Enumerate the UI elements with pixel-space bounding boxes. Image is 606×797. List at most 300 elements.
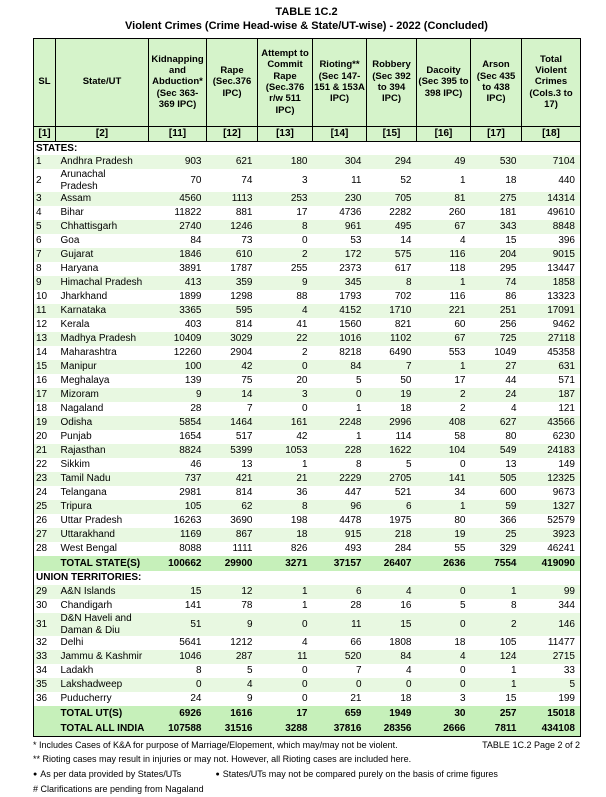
bullet-icon: ● [33,771,38,779]
sl-cell: 34 [36,665,48,677]
value-cell: 1102 [389,333,412,345]
table-row [34,528,581,542]
value-cell: 0 [355,389,362,401]
table-row [34,360,581,374]
state-name-cell: A&N Islands [60,586,116,598]
value-cell: 198 [290,515,308,527]
value-cell: 230 [344,193,362,205]
value-cell: 221 [448,305,466,317]
value-cell: 440 [558,174,575,186]
value-cell: 0 [459,459,466,471]
value-cell: 1 [510,586,517,598]
state-name-cell: Sikkim [60,459,90,471]
value-cell: 139 [184,375,202,387]
value-cell: 49 [454,156,466,168]
value-cell: 4 [510,403,517,415]
value-cell: 26407 [383,557,412,569]
table-body [34,141,581,736]
value-cell: 2740 [179,221,202,233]
value-cell: 28356 [383,722,412,734]
value-cell: 1 [355,403,362,415]
value-cell: 257 [499,707,517,719]
value-cell: 814 [235,319,253,331]
value-cell: 1111 [232,543,253,555]
value-cell: 19 [454,529,466,541]
col-header-attempt-rape: Attempt to Commit Rape (Sec.376 r/w 511 IPC) [258,38,313,126]
value-cell: 5641 [179,637,202,649]
value-cell: 45358 [547,347,575,359]
table-row [34,613,581,636]
section-header-row [34,141,581,155]
value-cell: 0 [301,235,308,247]
value-cell: 621 [235,156,253,168]
column-index-row [34,126,581,141]
sl-cell: 30 [36,600,48,612]
sl-cell: 19 [36,417,48,429]
value-cell: 2 [459,389,466,401]
value-cell: 571 [558,375,575,387]
state-name-cell: Nagaland [60,403,104,415]
state-name-cell: Meghalaya [60,375,110,387]
value-cell: 104 [448,445,466,457]
state-name-cell: Karnataka [60,305,107,317]
value-cell: 2981 [179,487,202,499]
value-cell: 2248 [339,417,362,429]
value-cell: 725 [499,333,517,345]
value-cell: 0 [355,679,362,691]
value-cell: 11 [297,651,308,663]
state-name-cell: Rajasthan [60,445,106,457]
value-cell: 6490 [389,347,412,359]
value-cell: 51 [190,618,202,630]
state-name-cell: Manipur [60,361,97,373]
col-index-14: [14] [313,126,367,141]
table-row [34,664,581,678]
sl-cell [34,721,56,736]
sl-cell: 7 [36,249,42,261]
table-row [34,444,581,458]
sl-cell: 1 [36,156,42,168]
state-name-cell: Punjab [60,431,92,443]
value-cell: 9 [246,618,253,630]
value-cell: 495 [394,221,412,233]
table-row [34,290,581,304]
value-cell: 58 [454,431,466,443]
value-cell: 43566 [547,417,575,429]
value-cell: 7811 [494,722,517,734]
value-cell: 107588 [168,722,202,734]
footnotes [33,740,580,795]
value-cell: 4 [301,305,308,317]
value-cell: 2715 [552,651,575,663]
value-cell: 180 [290,156,308,168]
value-cell: 62 [241,501,253,513]
value-cell: 8 [301,501,308,513]
value-cell: 218 [394,529,412,541]
value-cell: 84 [400,651,412,663]
value-cell: 1016 [339,333,362,345]
value-cell: 0 [459,665,466,677]
value-cell: 16 [400,600,412,612]
value-cell: 81 [454,193,466,205]
state-name-cell: Madhya Pradesh [60,333,137,345]
value-cell: 1858 [552,277,575,289]
value-cell: 260 [448,207,466,219]
value-cell: 96 [350,501,362,513]
state-name-cell: Mizoram [60,389,99,401]
sl-cell: 15 [36,361,48,373]
table-row [34,192,581,206]
value-cell: 5 [355,375,362,387]
footnote-bullets [33,769,580,780]
value-cell: 114 [395,431,412,443]
value-cell: 5399 [230,445,253,457]
value-cell: 0 [405,679,412,691]
footnote-clarifications: # Clarifications are pending from Nagaland [33,783,204,794]
state-name-cell: Maharashtra [60,347,117,359]
value-cell: 16263 [173,515,202,527]
col-header-state-ut: State/UT [56,38,149,126]
value-cell: 421 [235,473,253,485]
sl-cell: 12 [36,319,48,331]
value-cell: 9015 [552,249,575,261]
value-cell: 1169 [179,529,202,541]
table-row [34,514,581,528]
value-cell: 52579 [547,515,575,527]
state-name-cell: Haryana [60,263,99,275]
violent-crimes-table [33,38,581,737]
table-row [34,542,581,556]
value-cell: 80 [454,515,466,527]
value-cell: 0 [459,618,466,630]
value-cell: 1560 [339,319,362,331]
value-cell: 228 [344,445,362,457]
value-cell: 25 [505,529,517,541]
table-row [34,599,581,613]
value-cell: 121 [558,403,575,415]
value-cell: 3891 [179,263,202,275]
table-row [34,220,581,234]
state-name-cell: D&N Haveli and Daman & Diu [60,613,132,636]
sl-cell: 33 [36,651,48,663]
value-cell: 1622 [389,445,412,457]
section-header-row [34,571,581,585]
state-name-cell: Himachal Pradesh [60,277,143,289]
value-cell: 1710 [389,305,412,317]
value-cell: 11 [351,618,362,630]
value-cell: 1327 [552,501,575,513]
table-row [34,248,581,262]
value-cell: 14 [400,235,412,247]
value-cell: 116 [449,249,466,261]
value-cell: 520 [344,651,362,663]
value-cell: 0 [459,586,466,598]
value-cell: 41 [296,319,308,331]
sl-cell: 8 [36,263,42,275]
value-cell: 659 [344,707,362,719]
sl-cell: 16 [36,375,48,387]
value-cell: 67 [454,333,466,345]
state-name-cell: Andhra Pradesh [60,156,133,168]
sl-cell: 4 [36,207,42,219]
value-cell: 867 [235,529,253,541]
value-cell: 14 [241,389,253,401]
value-cell: 1975 [389,515,412,527]
value-cell: 17091 [547,305,575,317]
value-cell: 5 [459,600,466,612]
table-row [34,304,581,318]
value-cell: 105 [499,637,517,649]
sl-cell: 28 [36,543,48,555]
value-cell: 826 [290,543,308,555]
table-row [34,155,581,169]
value-cell: 27 [505,361,517,373]
value-cell: 3365 [179,305,202,317]
value-cell: 3271 [285,557,308,569]
value-cell: 17 [296,707,308,719]
value-cell: 2 [510,618,517,630]
state-name-cell: Assam [60,193,92,205]
sl-cell: 11 [36,305,47,317]
value-cell: 617 [394,263,412,275]
value-cell: 70 [190,174,202,186]
value-cell: 100662 [168,557,202,569]
value-cell: 3288 [285,722,308,734]
col-header-arson: Arson (Sec 435 to 438 IPC) [471,38,522,126]
value-cell: 8 [510,600,517,612]
value-cell: 575 [394,249,412,261]
table-row [34,388,581,402]
value-cell: 75 [241,375,253,387]
value-cell: 1846 [179,249,202,261]
sl-cell: 9 [36,277,42,289]
sl-cell: 22 [36,459,48,471]
value-cell: 50 [400,375,412,387]
column-header-row [34,38,581,126]
value-cell: 2636 [443,557,466,569]
value-cell: 4152 [339,305,362,317]
value-cell: 517 [235,431,253,443]
value-cell: 251 [499,305,517,317]
value-cell: 434108 [541,722,575,734]
value-cell: 3923 [552,529,575,541]
value-cell: 17 [296,207,308,219]
value-cell: 15 [400,618,412,630]
value-cell: 3690 [230,515,253,527]
value-cell: 3 [459,693,466,705]
table-row [34,458,581,472]
value-cell: 0 [301,679,308,691]
value-cell: 4560 [179,193,202,205]
value-cell: 0 [301,618,308,630]
value-cell: 24 [505,389,517,401]
value-cell: 146 [558,618,575,630]
value-cell: 2373 [339,263,362,275]
value-cell: 737 [184,473,202,485]
state-name-cell: Ladakh [60,665,94,677]
value-cell: 0 [301,665,308,677]
sl-cell: 2 [36,174,42,186]
sl-cell [34,556,56,571]
value-cell: 705 [394,193,412,205]
value-cell: 530 [499,156,517,168]
value-cell: 6 [405,501,412,513]
value-cell: 1808 [389,637,412,649]
state-name-cell: Arunachal Pradesh [60,169,106,192]
value-cell: 8 [195,665,202,677]
value-cell: 99 [563,586,575,598]
section-label: UNION TERRITORIES: [36,572,142,584]
value-cell: 7 [355,665,362,677]
value-cell: 13323 [547,291,575,303]
value-cell: 59 [505,501,517,513]
value-cell: 4 [246,679,253,691]
value-cell: 105 [184,501,202,513]
value-cell: 493 [344,543,362,555]
value-cell: 28 [350,600,362,612]
value-cell: 255 [290,263,308,275]
sl-cell: 31 [36,618,48,630]
value-cell: 124 [499,651,517,663]
value-cell: 1113 [231,193,253,205]
value-cell: 55 [454,543,466,555]
col-header-dacoity: Dacoity (Sec 395 to 398 IPC) [417,38,471,126]
value-cell: 1464 [230,417,253,429]
value-cell: 1654 [179,431,202,443]
value-cell: 19 [400,389,412,401]
value-cell: 275 [499,193,517,205]
table-row [34,472,581,486]
value-cell: 53 [350,235,362,247]
table-number-title: TABLE 1C.2 [275,6,338,18]
value-cell: 84 [350,361,362,373]
value-cell: 7104 [552,156,575,168]
value-cell: 34 [454,487,466,499]
value-cell: 1 [301,459,308,471]
state-name-cell: Tamil Nadu [60,473,111,485]
state-name-cell: Telangana [60,487,107,499]
value-cell: 600 [499,487,517,499]
table-row [34,650,581,664]
value-cell: 549 [499,445,517,457]
value-cell: 2229 [339,473,362,485]
value-cell: 7554 [494,557,517,569]
col-index-15: [15] [367,126,417,141]
table-row [34,402,581,416]
value-cell: 8 [301,221,308,233]
value-cell: 18 [400,693,412,705]
value-cell: 3 [301,389,308,401]
value-cell: 44 [505,375,517,387]
value-cell: 12260 [173,347,202,359]
table-row [34,430,581,444]
value-cell: 304 [344,156,362,168]
sl-cell: 29 [36,586,48,598]
value-cell: 0 [195,679,202,691]
value-cell: 521 [394,487,412,499]
value-cell: 13447 [547,263,575,275]
value-cell: 67 [454,221,466,233]
col-header-rape: Rape (Sec.376 IPC) [207,38,258,126]
state-name-cell: Odisha [60,417,93,429]
value-cell: 46241 [547,543,575,555]
value-cell: 4 [459,235,466,247]
value-cell: 5854 [179,417,202,429]
value-cell: 1 [459,361,466,373]
table-row [34,692,581,706]
value-cell: 73 [241,235,253,247]
value-cell: 172 [344,249,362,261]
value-cell: 88 [296,291,308,303]
table-row [34,169,581,192]
table-row [34,206,581,220]
value-cell: 329 [499,543,517,555]
page-title: Violent Crimes (Crime Head-wise & State/UT-wise) - 2022 (Concluded) [125,19,488,32]
state-name-cell: Uttarakhand [60,529,115,541]
sl-cell: 26 [36,515,48,527]
value-cell: 343 [499,221,517,233]
value-cell: 12 [241,586,253,598]
sl-cell: 35 [36,679,48,691]
value-cell: 5 [569,679,575,691]
state-name-cell: Tripura [60,501,92,513]
value-cell: 1 [301,600,308,612]
table-row [34,276,581,290]
state-name-cell: Kerala [60,319,90,331]
value-cell: 0 [301,361,308,373]
table-row [34,234,581,248]
sl-cell: 13 [36,333,48,345]
value-cell: 0 [459,679,466,691]
value-cell: 10409 [173,333,202,345]
table-row [34,678,581,692]
value-cell: 8218 [339,347,362,359]
sl-cell: 6 [36,235,42,247]
value-cell: 253 [290,193,308,205]
value-cell: 11477 [547,637,575,649]
value-cell: 1046 [179,651,202,663]
footnote-kna: * Includes Cases of K&A for purpose of Marriage/Elopement, which may/may not be violent. [33,739,398,750]
value-cell: 161 [290,417,308,429]
state-name-cell: Puducherry [60,693,112,705]
value-cell: 149 [558,459,575,471]
value-cell: 37816 [333,722,362,734]
value-cell: 1053 [285,445,308,457]
state-name-cell: Delhi [60,637,84,649]
col-index-1: [1] [34,126,56,141]
value-cell: 29900 [224,557,253,569]
value-cell: 0 [301,403,308,415]
value-cell: 11 [351,174,362,186]
value-cell: 118 [449,263,466,275]
section-label: STATES: [36,142,78,154]
state-name-cell: Jammu & Kashmir [60,651,143,663]
value-cell: 60 [454,319,466,331]
table-row [34,636,581,650]
value-cell: 4478 [339,515,362,527]
value-cell: 1 [355,431,362,443]
value-cell: 100 [184,361,202,373]
page-reference: TABLE 1C.2 Page 2 of 2 [482,739,580,750]
value-cell: 419090 [541,557,575,569]
sl-cell: 17 [36,389,48,401]
value-cell: 915 [344,529,362,541]
value-cell: 2 [301,347,308,359]
value-cell: 6926 [179,707,202,719]
value-cell: 2904 [230,347,253,359]
value-cell: 33 [563,665,575,677]
value-cell: 403 [184,319,202,331]
